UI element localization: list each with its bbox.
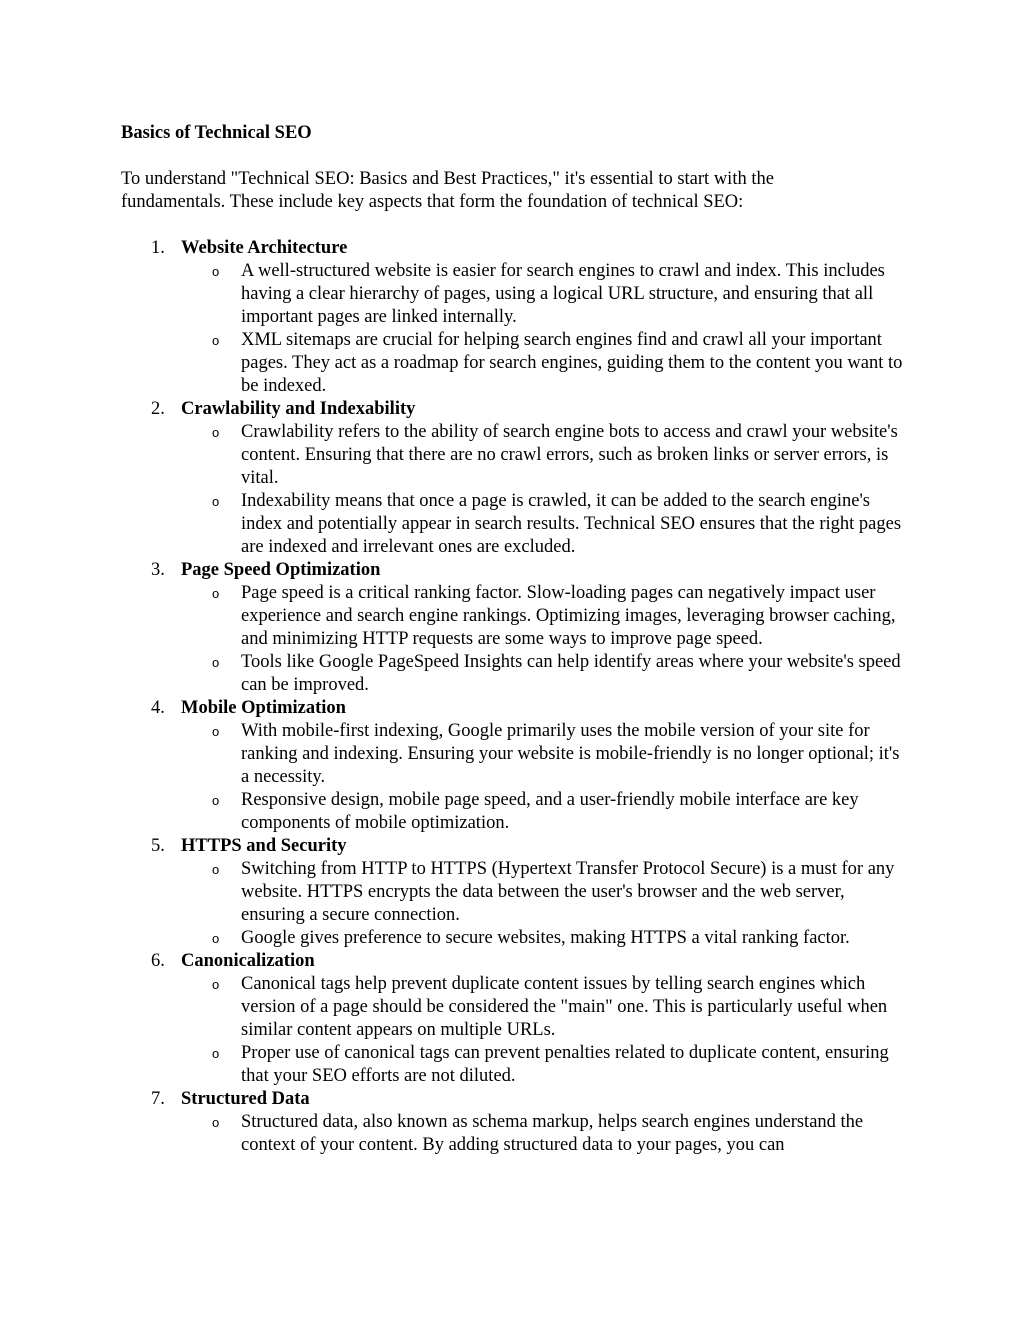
bullet-text: Page speed is a critical ranking factor. Slow-loading pages can negatively impact user experience and search engine rankings. Optimizing images, leveraging browser caching, and minimizing HTTP requests are some ways to improve page speed. bbox=[241, 583, 896, 649]
bullet-text: A well-structured website is easier for search engines to crawl and index. This includes having a clear hierarchy of pages, using a logical URL structure, and ensuring that all important pages are linked internally. bbox=[241, 261, 885, 327]
bullet-item bbox=[181, 927, 911, 950]
bullet-text: Tools like Google PageSpeed Insights can help identify areas where your website's speed can be improved. bbox=[241, 652, 901, 695]
section-number: 1. bbox=[151, 238, 165, 258]
bullet-text: XML sitemaps are crucial for helping search engines find and crawl all your important pages. They act as a roadmap for search engines, guiding them to the content you want to be indexed. bbox=[241, 330, 903, 396]
bullet-item bbox=[181, 973, 911, 1042]
bullet-marker-icon: o bbox=[212, 931, 220, 946]
document-title: Basics of Technical SEO bbox=[121, 123, 312, 143]
section-heading: HTTPS and Security bbox=[181, 836, 347, 856]
bullet-list bbox=[181, 720, 911, 835]
bullet-marker-icon: o bbox=[212, 586, 220, 601]
section-heading: Mobile Optimization bbox=[181, 698, 346, 718]
bullet-text: Proper use of canonical tags can prevent penalties related to duplicate content, ensuring that your SEO efforts are not diluted. bbox=[241, 1043, 889, 1086]
bullet-list bbox=[181, 858, 911, 950]
section-heading: Crawlability and Indexability bbox=[181, 399, 416, 419]
document-page bbox=[121, 122, 911, 1157]
section-number: 7. bbox=[151, 1089, 165, 1109]
bullet-text: With mobile-first indexing, Google primarily uses the mobile version of your site for ranking and indexing. Ensuring your website is mobile-friendly is no longer optional; it's a necessity. bbox=[241, 721, 900, 787]
section-item bbox=[121, 398, 911, 559]
section-heading: Page Speed Optimization bbox=[181, 560, 381, 580]
bullet-text: Canonical tags help prevent duplicate content issues by telling search engines which version of a page should be considered the "main" one. This is particularly useful when similar content appears on multiple URLs. bbox=[241, 974, 888, 1040]
bullet-item bbox=[181, 651, 911, 697]
bullet-list bbox=[181, 973, 911, 1088]
section-number: 3. bbox=[151, 560, 165, 580]
bullet-item bbox=[181, 490, 911, 559]
bullet-list bbox=[181, 1111, 911, 1157]
bullet-text: Crawlability refers to the ability of search engine bots to access and crawl your website's content. Ensuring that there are no crawl errors, such as broken links or server errors, is vital. bbox=[241, 422, 898, 488]
bullet-item bbox=[181, 789, 911, 835]
section-list bbox=[121, 237, 911, 1157]
bullet-marker-icon: o bbox=[212, 977, 220, 992]
bullet-item bbox=[181, 720, 911, 789]
bullet-item bbox=[181, 329, 911, 398]
bullet-item bbox=[181, 582, 911, 651]
bullet-item bbox=[181, 858, 911, 927]
section-item bbox=[121, 1088, 911, 1157]
section-heading: Canonicalization bbox=[181, 951, 315, 971]
bullet-item bbox=[181, 421, 911, 490]
bullet-text: Structured data, also known as schema markup, helps search engines understand the context of your content. By adding structured data to your pages, you can bbox=[241, 1112, 864, 1155]
bullet-text: Google gives preference to secure websites, making HTTPS a vital ranking factor. bbox=[241, 928, 850, 948]
bullet-text: Responsive design, mobile page speed, and a user-friendly mobile interface are key components of mobile optimization. bbox=[241, 790, 859, 833]
section-item bbox=[121, 697, 911, 835]
bullet-marker-icon: o bbox=[212, 494, 220, 509]
intro-paragraph: To understand "Technical SEO: Basics and Best Practices," it's essential to start with the fundamentals. These include key aspects that form the foundation of technical SEO: bbox=[121, 169, 774, 212]
bullet-text: Indexability means that once a page is crawled, it can be added to the search engine's index and potentially appear in search results. Technical SEO ensures that the right pages are indexed and irrelevant ones are excluded. bbox=[241, 491, 902, 557]
bullet-item bbox=[181, 1111, 911, 1157]
section-heading: Structured Data bbox=[181, 1089, 310, 1109]
bullet-marker-icon: o bbox=[212, 793, 220, 808]
section-item bbox=[121, 835, 911, 950]
bullet-marker-icon: o bbox=[212, 1046, 220, 1061]
bullet-text: Switching from HTTP to HTTPS (Hypertext Transfer Protocol Secure) is a must for any website. HTTPS encrypts the data between the user's browser and the web server, ensuring a secure connection. bbox=[241, 859, 895, 925]
bullet-marker-icon: o bbox=[212, 264, 220, 279]
section-number: 6. bbox=[151, 951, 165, 971]
bullet-list bbox=[181, 582, 911, 697]
bullet-list bbox=[181, 421, 911, 559]
section-number: 5. bbox=[151, 836, 165, 856]
section-item bbox=[121, 950, 911, 1088]
section-number: 2. bbox=[151, 399, 165, 419]
section-item bbox=[121, 237, 911, 398]
bullet-marker-icon: o bbox=[212, 1115, 220, 1130]
bullet-marker-icon: o bbox=[212, 655, 220, 670]
section-heading: Website Architecture bbox=[181, 238, 348, 258]
bullet-marker-icon: o bbox=[212, 425, 220, 440]
section-number: 4. bbox=[151, 698, 165, 718]
bullet-item bbox=[181, 260, 911, 329]
bullet-item bbox=[181, 1042, 911, 1088]
bullet-marker-icon: o bbox=[212, 724, 220, 739]
section-item bbox=[121, 559, 911, 697]
bullet-marker-icon: o bbox=[212, 333, 220, 348]
bullet-marker-icon: o bbox=[212, 862, 220, 877]
bullet-list bbox=[181, 260, 911, 398]
